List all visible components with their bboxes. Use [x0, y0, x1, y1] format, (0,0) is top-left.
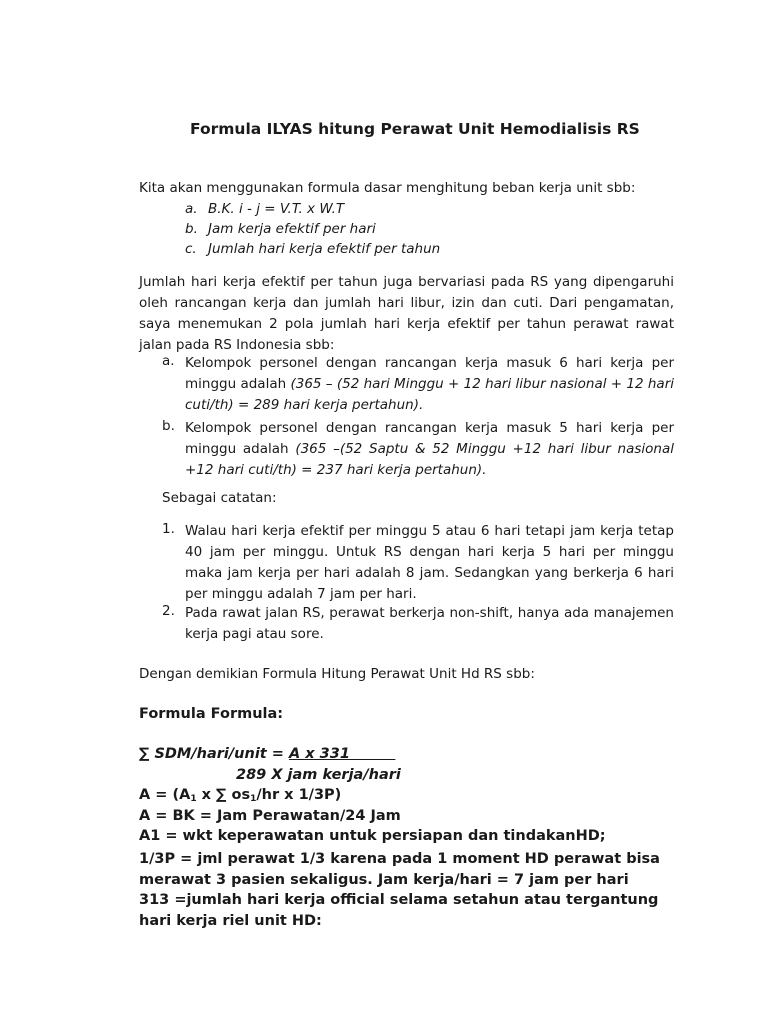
list-item: Pada rawat jalan RS, perawat berkerja non-shift, hanya ada manajemen kerja pagi atau sore.: [185, 605, 674, 642]
pattern-formula: (365 – (52 hari Minggu + 12 hari libur nasional + 12 hari cuti/th) = 289 hari kerja pertahun).: [185, 376, 675, 413]
a-def-part: A = (A: [139, 787, 191, 803]
paragraph: Jumlah hari kerja efektif per tahun juga bervariasi pada RS yang dipengaruhi oleh rancangan kerja dan jumlah hari libur, izin dan cuti. Dari pengamatan, saya menemukan 2 pola jumlah hari kerja efektif per tahun perawat rawat jalan pada RS Indonesia sbb:: [139, 274, 674, 353]
formula-numerator: [289, 746, 395, 762]
pattern-text: Kelompok personel dengan rancangan kerja masuk 6 hari kerja per minggu adalah: [185, 355, 674, 392]
list-marker: 1.: [162, 521, 175, 537]
formula-a-definition: [139, 787, 341, 803]
a-def-subscript: 1: [190, 794, 197, 804]
list-marker: c.: [185, 241, 197, 257]
formula-3p-line: 1/3P = jml perawat 1/3 karena pada 1 moment HD perawat bisa merawat 3 pasien sekaligus. Jam kerja/hari = 7 jam per hari: [139, 851, 660, 888]
a-def-part: x ∑ os: [196, 787, 251, 803]
list-marker: b.: [185, 221, 198, 237]
list-item: Jam kerja efektif per hari: [208, 221, 376, 237]
formula-a-bk-line: A = BK = Jam Perawatan/24 Jam: [139, 808, 401, 824]
list-marker: a.: [185, 201, 198, 217]
numerator-text: A x 331: [288, 746, 350, 762]
list-item: [185, 353, 674, 416]
a-def-subscript: 1: [250, 794, 257, 804]
list-item: Walau hari kerja efektif per minggu 5 atau 6 hari tetapi jam kerja tetap 40 jam per minggu. Untuk RS dengan hari kerja 5 hari per minggu maka jam kerja per hari adalah 8 jam. Sedangkan yang berkerja 6 hari per minggu adalah 7 jam per hari.: [185, 523, 674, 602]
formula-313-line: 313 =jumlah hari kerja official selama setahun atau tergantung hari kerja riel unit HD:: [139, 892, 659, 929]
list-item: [185, 418, 674, 481]
list-marker: a.: [162, 353, 175, 369]
numerator-underline-pad: [350, 746, 395, 762]
intro-text: Kita akan menggunakan formula dasar menghitung beban kerja unit sbb:: [139, 180, 636, 196]
conclusion-text: Dengan demikian Formula Hitung Perawat Unit Hd RS sbb:: [139, 666, 535, 682]
pattern-formula: (365 –(52 Saptu & 52 Minggu +12 hari libur nasional +12 hari cuti/th) = 237 hari kerja pertahun).: [185, 441, 674, 478]
pattern-text: Kelompok personel dengan rancangan kerja masuk 5 hari kerja per minggu adalah: [185, 420, 674, 457]
formula-denominator: 289 X jam kerja/hari: [236, 767, 401, 783]
document-title: Formula ILYAS hitung Perawat Unit Hemodialisis RS: [190, 120, 640, 138]
formula-lhs: ∑ SDM/hari/unit =: [139, 746, 289, 762]
list-item: B.K. i - j = V.T. x W.T: [208, 201, 345, 217]
notes-heading: Sebagai catatan:: [162, 490, 277, 506]
list-item: Jumlah hari kerja efektif per tahun: [208, 241, 441, 257]
list-marker: 2.: [162, 603, 175, 619]
formula-a1-line: A1 = wkt keperawatan untuk persiapan dan tindakanHD;: [139, 828, 606, 844]
formula-equation: [139, 746, 395, 762]
list-marker: b.: [162, 418, 175, 434]
a-def-part: /hr x 1/3P): [256, 787, 342, 803]
formula-heading: Formula Formula:: [139, 706, 284, 722]
